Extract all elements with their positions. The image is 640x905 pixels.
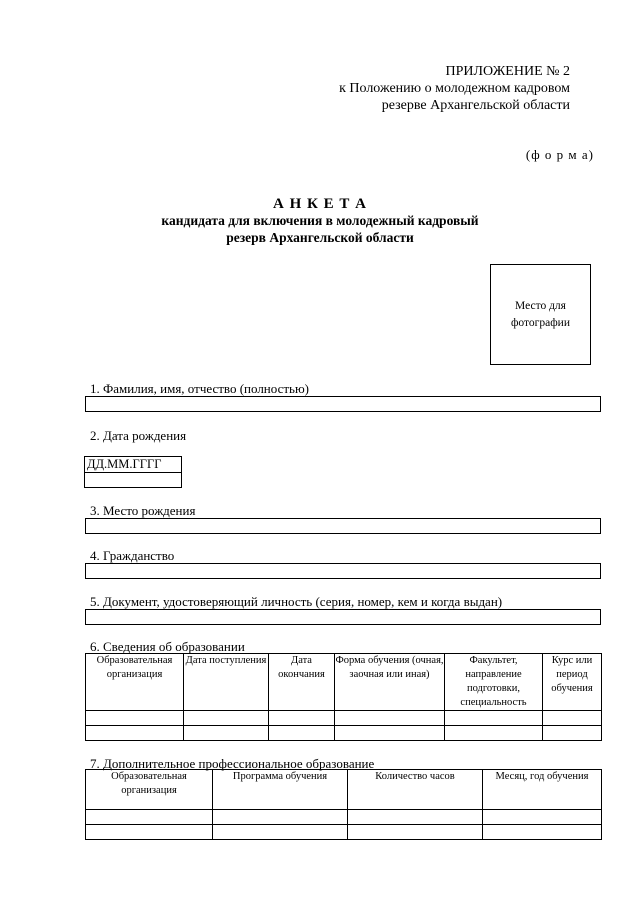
additional-education-header-date: Месяц, год обучения: [483, 770, 602, 810]
photo-label-line-1: Место для: [515, 299, 566, 312]
table-cell[interactable]: [543, 726, 602, 741]
table-cell[interactable]: [86, 711, 184, 726]
table-cell[interactable]: [269, 711, 335, 726]
table-cell[interactable]: [335, 726, 445, 741]
photo-placeholder: [490, 264, 591, 365]
name-label: 1. Фамилия, имя, отчество (полностью): [90, 381, 310, 396]
name-field[interactable]: [85, 396, 601, 412]
table-cell[interactable]: [86, 825, 213, 840]
appendix-header: [339, 63, 570, 114]
table-cell[interactable]: [269, 726, 335, 741]
additional-education-header-row: [86, 770, 602, 810]
table-row: [86, 825, 602, 840]
table-cell[interactable]: [213, 825, 348, 840]
table-cell[interactable]: [445, 726, 543, 741]
appendix-line-3: резерве Архангельской области: [381, 98, 570, 113]
education-header-end-date: Дата окончания: [269, 654, 335, 711]
birthdate-field[interactable]: [84, 456, 182, 488]
table-cell[interactable]: [184, 726, 269, 741]
education-header-organization: Образовательная организация: [86, 654, 184, 711]
table-row: [86, 810, 602, 825]
table-cell[interactable]: [335, 711, 445, 726]
document-subtitle-line-1: кандидата для включения в молодежный кадровый: [161, 213, 479, 228]
education-header-course: Курс или период обучения: [543, 654, 602, 711]
citizenship-field[interactable]: [85, 563, 601, 579]
table-cell[interactable]: [348, 810, 483, 825]
table-cell[interactable]: [348, 825, 483, 840]
education-label: 6. Сведения об образовании: [90, 639, 245, 654]
additional-education-table: [85, 769, 602, 840]
citizenship-label: 4. Гражданство: [90, 548, 175, 563]
table-cell[interactable]: [445, 711, 543, 726]
table-cell[interactable]: [86, 726, 184, 741]
additional-education-header-organization: Образовательная организация: [86, 770, 213, 810]
table-cell[interactable]: [86, 810, 213, 825]
additional-education-label: 7. Дополнительное профессиональное образование: [90, 756, 375, 771]
birthplace-field[interactable]: [85, 518, 601, 534]
document-subtitle-line-2: резерв Архангельской области: [226, 230, 414, 245]
id-document-label: 5. Документ, удостоверяющий личность (серия, номер, кем и когда выдан): [90, 594, 503, 609]
education-header-row: [86, 654, 602, 711]
table-cell[interactable]: [483, 825, 602, 840]
education-header-faculty: Факультет, направление подготовки, специальность: [445, 654, 543, 711]
table-row: [86, 711, 602, 726]
appendix-title: ПРИЛОЖЕНИЕ № 2: [445, 64, 570, 79]
birthdate-label: 2. Дата рождения: [90, 428, 187, 443]
photo-label-line-2: фотографии: [510, 316, 570, 329]
table-cell[interactable]: [184, 711, 269, 726]
additional-education-header-hours: Количество часов: [348, 770, 483, 810]
birthdate-format-hint: ДД.ММ.ГГГГ: [87, 457, 162, 471]
education-table: [85, 653, 602, 741]
table-row: [86, 726, 602, 741]
table-cell[interactable]: [543, 711, 602, 726]
additional-education-header-program: Программа обучения: [213, 770, 348, 810]
table-cell[interactable]: [483, 810, 602, 825]
table-cell[interactable]: [213, 810, 348, 825]
birthplace-label: 3. Место рождения: [90, 503, 196, 518]
document-title: А Н К Е Т А: [273, 196, 367, 212]
education-header-start-date: Дата поступления: [184, 654, 269, 711]
id-document-field[interactable]: [85, 609, 601, 625]
appendix-line-2: к Положению о молодежном кадровом: [339, 81, 570, 96]
form-label: (ф о р м а): [525, 147, 594, 162]
birthdate-value[interactable]: [85, 472, 181, 487]
education-header-study-form: Форма обучения (очная, заочная или иная): [335, 654, 445, 711]
